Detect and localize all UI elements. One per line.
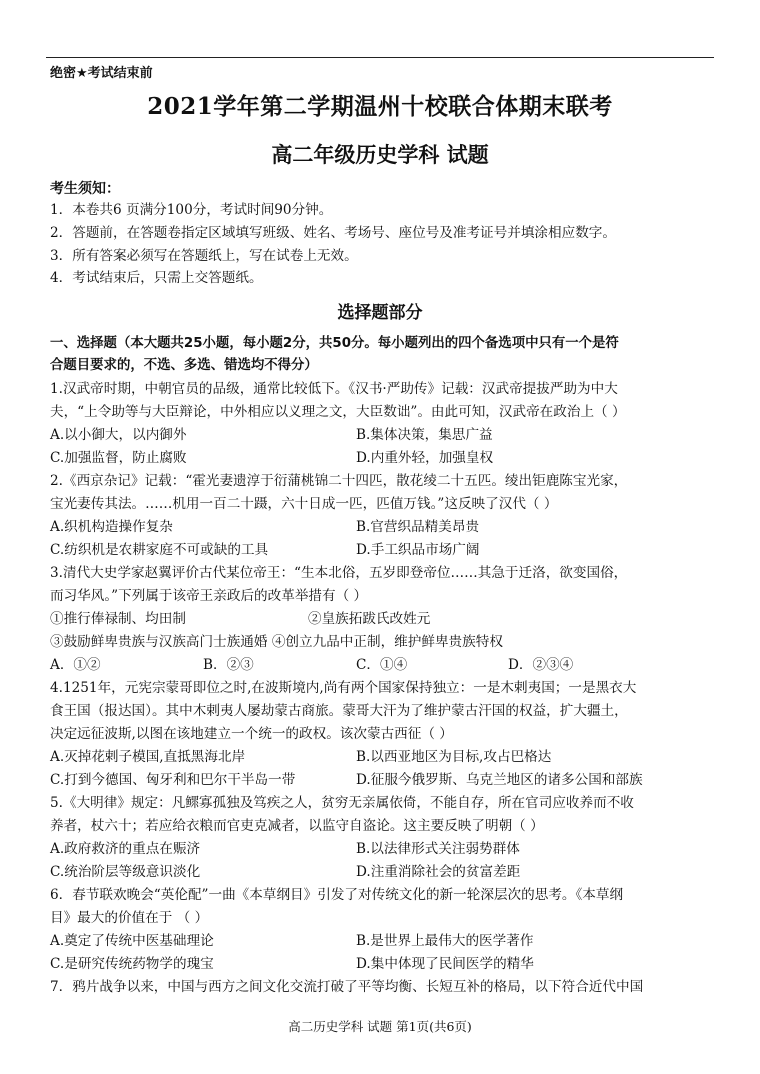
page-footer: 高二历史学科 试题 第1页(共6页)	[288, 1019, 472, 1034]
section-title: 选择题部分	[337, 303, 423, 323]
q4-option-a: A.灭掉花剌子模国,直抵黑海北岸	[50, 749, 246, 765]
question-1-stem-cont: 夫，“上令助等与大臣辩论，中外相应以义理之文，大臣数诎”。由此可知，汉武帝在政治上（ ）	[50, 404, 626, 420]
question-6-stem-cont: 目》最大的价值在于 （ ）	[50, 910, 209, 926]
q5-option-b: B.以法律形式关注弱势群体	[356, 841, 520, 857]
q1-option-d: D.内重外轻，加强皇权	[356, 450, 494, 466]
exam-title: 2021学年第二学期温州十校联合体期末联考	[147, 93, 613, 120]
question-5-stem-cont: 养者，杖六十；若应给衣粮而官吏克减者，以监守自盗论。这主要反映了明朝（ ）	[50, 818, 544, 834]
q3-option-a: A．①②	[50, 657, 101, 673]
q6-option-d: D.集中体现了民间医学的精华	[356, 956, 534, 972]
q4-option-b: B.以西亚地区为目标,攻占巴格达	[356, 749, 552, 765]
exam-subtitle: 高二年级历史学科 试题	[271, 142, 489, 167]
q1-option-b: B.集体决策，集思广益	[356, 427, 493, 443]
q2-option-a: A.织机构造操作复杂	[50, 519, 173, 535]
question-4-stem-cont: 食王国（报达国）。其中木剌夷人屡劫蒙古商旅。蒙哥大汗为了维护蒙古汗国的权益，扩大疆土，	[50, 703, 628, 719]
note-item: 1．本卷共6 页满分100分，考试时间90分钟。	[50, 202, 333, 218]
section-instructions-cont: 合题目要求的，不选、多选、错选均不得分）	[50, 358, 318, 373]
q3-statement-1: ①推行俸禄制、均田制	[50, 611, 186, 627]
q3-option-d: D．②③④	[508, 657, 574, 673]
q3-option-c: C．①④	[356, 657, 408, 673]
question-3-stem-cont: 而习华风。”下列属于该帝王亲政后的改革举措有（ ）	[50, 588, 368, 604]
question-2-stem-cont: 宝光妻传其法。……机用一百二十蹑，六十日成一匹，匹值万钱。”这反映了汉代（ ）	[50, 496, 558, 512]
q1-option-a: A.以小御大，以内御外	[50, 427, 187, 443]
notes-heading: 考生须知：	[50, 181, 120, 197]
q5-option-c: C.统治阶层等级意识淡化	[50, 864, 201, 880]
q1-option-c: C.加强监督，防止腐败	[50, 450, 187, 466]
header-rule	[46, 57, 714, 58]
q6-option-c: C.是研究传统药物学的瑰宝	[50, 956, 214, 972]
q4-option-c: C.打到今德国、匈牙利和巴尔干半岛一带	[50, 772, 296, 788]
question-6-stem: 6．春节联欢晚会“英伦配”一曲《本草纲目》引发了对传统文化的新一轮深层次的思考。《本草纲	[50, 887, 624, 903]
question-4-stem: 4.1251年，元宪宗蒙哥即位之时,在波斯境内,尚有两个国家保持独立：一是木剌夷国；一是黑衣大	[50, 680, 637, 696]
note-item: 3．所有答案必须写在答题纸上，写在试卷上无效。	[50, 248, 358, 264]
question-2-stem: 2.《西京杂记》记载：“霍光妻遗淳于衍蒲桃锦二十四匹，散花绫二十五匹。绫出钜鹿陈宝光家，	[50, 473, 628, 489]
q3-statement-2: ②皇族拓跋氏改姓元	[308, 611, 431, 627]
q6-option-a: A.奠定了传统中医基础理论	[50, 933, 214, 949]
confidential-label: 绝密★考试结束前	[50, 66, 153, 81]
q4-option-d: D.征服今俄罗斯、乌克兰地区的诸多公国和部族	[356, 772, 643, 788]
question-1-stem: 1.汉武帝时期，中朝官员的品级，通常比较低下。《汉书·严助传》记载：汉武帝提拔严助为中大	[50, 381, 618, 397]
question-4-stem-cont2: 决定远征波斯,以图在该地建立一个统一的政权。该次蒙古西征（ ）	[50, 726, 453, 742]
question-7-stem: 7．鸦片战争以来，中国与西方之间文化交流打破了平等均衡、长短互补的格局，以下符合近代中国	[50, 979, 644, 995]
q2-option-c: C.纺织机是农耕家庭不可或缺的工具	[50, 542, 269, 558]
q2-option-b: B.官营织品精美昂贵	[356, 519, 480, 535]
q5-option-a: A.政府救济的重点在赈济	[50, 841, 201, 857]
q5-option-d: D.注重消除社会的贫富差距	[356, 864, 521, 880]
q6-option-b: B.是世界上最伟大的医学著作	[356, 933, 534, 949]
q3-option-b: B．②③	[203, 657, 254, 673]
note-item: 2．答题前，在答题卷指定区域填写班级、姓名、考场号、座位号及准考证号并填涂相应数字。	[50, 225, 616, 241]
q3-statements-3-4: ③鼓励鲜卑贵族与汉族高门士族通婚 ④创立九品中正制，维护鲜卑贵族特权	[50, 634, 503, 650]
q2-option-d: D.手工织品市场广阔	[356, 542, 480, 558]
section-instructions: 一、选择题（本大题共25小题，每小题2分，共50分。每小题列出的四个备选项中只有一个是符	[50, 336, 619, 351]
note-item: 4．考试结束后，只需上交答题纸。	[50, 270, 263, 286]
question-3-stem: 3.清代大史学家赵翼评价古代某位帝王：“生本北俗，五岁即登帝位……其急于迁洛，欲变国俗，	[50, 565, 628, 581]
question-5-stem: 5.《大明律》规定：凡鳏寡孤独及笃疾之人，贫穷无亲属依倚，不能自存，所在官司应收养而不收	[50, 795, 634, 811]
